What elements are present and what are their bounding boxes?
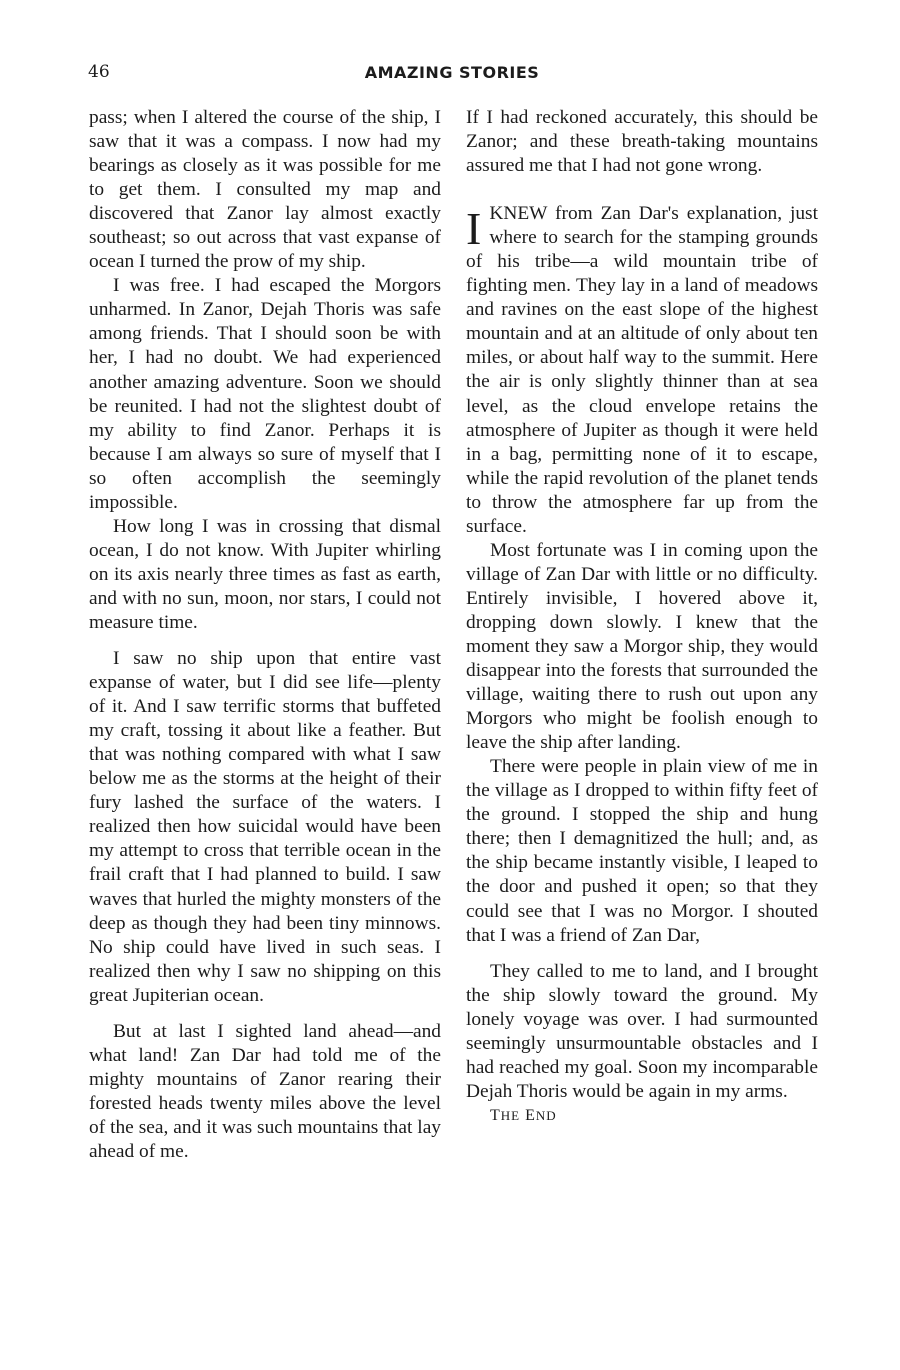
paragraph: There were people in plain view of me in the village as I dropped to within fifty feet of the ground. I stopped the ship and hung there; then I demagnitized the hull; and, as the ship became instantly visible, I leaped to the door and pushed it open; so that they could see that I was no Morgor. I shouted that I was a friend of Zan Dar, <box>466 756 818 946</box>
paragraph: They called to me to land, and I brought the ship slowly toward the ground. My lonely voyage was over. I had surmounted seemingly unsurmountable obstacles and I had reached my goal. Soon my incomparable Dejah Thoris would be again in my arms. <box>466 960 818 1102</box>
drop-cap: I <box>466 203 482 255</box>
page-header <box>88 62 816 88</box>
section-opening-paragraph <box>466 202 818 539</box>
paragraph: If I had reckoned accurately, this should be Zanor; and these breath-taking mountains assured me that I had not gone wrong. <box>466 107 818 177</box>
paragraph: I saw no ship upon that entire vast expanse of water, but I did see life—plenty of it. And I saw terrific storms that buffeted my craft, tossing it about like a feather. But that was nothing compared with what I saw below me as the storms at the height of their fury lashed the surface of the waters. I realized then how suicidal would have been my attempt to cross that terrible ocean in the frail craft that I had planned to build. I saw waves that hurled the mighty monsters of the deep as though they had been tiny minnows. No ship could have lived in such seas. I realized then why I saw no shipping on this great Jupiterian ocean. <box>89 648 441 1006</box>
the-end-label: THE END <box>490 1106 557 1124</box>
paragraph: pass; when I altered the course of the ship, I saw that it was a compass. I now had my bearings as closely as it was possible for me to get them. I consulted my map and discovered that Zanor lay almost exactly southeast; so out across that vast expanse of ocean I turned the prow of my ship. <box>89 107 441 273</box>
right-column <box>466 106 818 1128</box>
paragraph: I was free. I had escaped the Morgors unharmed. In Zanor, Dejah Thoris was safe among friends. That I should soon be with her, I had no doubt. We had experienced another amazing adventure. Soon we should be reunited. I had not the slightest doubt of my ability to find Zanor. Perhaps it is because I am always so sure of myself that I so often accomplish the seemingly impossible. <box>89 275 441 513</box>
page-number: 46 <box>88 62 110 82</box>
paragraph: Most fortunate was I in coming upon the village of Zan Dar with little or no difficulty. Entirely invisible, I hovered above it, dropping down slowly. I knew that the moment they saw a Morgor ship, they would disappear into the forests that surrounded the village, waiting there to rush out upon any Morgors who might be foolish enough to leave the ship after landing. <box>466 539 818 754</box>
paragraph: How long I was in crossing that dismal ocean, I do not know. With Jupiter whirling on its axis nearly three times as fast as earth, and with no sun, moon, nor stars, I could not measure time. <box>89 515 441 633</box>
running-title: AMAZING STORIES <box>364 63 540 82</box>
paragraph: But at last I sighted land ahead—and what land! Zan Dar had told me of the mighty mountains of Zanor rearing their forested heads twenty miles above the level of the sea, and it was such mountains that lay ahead of me. <box>89 1020 441 1162</box>
left-column <box>89 106 441 1164</box>
paragraph-text: KNEW from Zan Dar's explanation, just where to search for the stamping grounds of his tribe—a wild mountain tribe of fighting men. They lay in a land of meadows and ravines on the east slope of the highest mountain and at an altitude of only about ten miles, or about half way to the summit. Here the air is only slightly thinner than at sea level, as the cloud envelope retains the atmosphere of Jupiter as though it were held in a bag, permitting none of it to escape, while the rapid revolution of the planet tends to throw the atmosphere far up from the surface. <box>466 203 818 537</box>
